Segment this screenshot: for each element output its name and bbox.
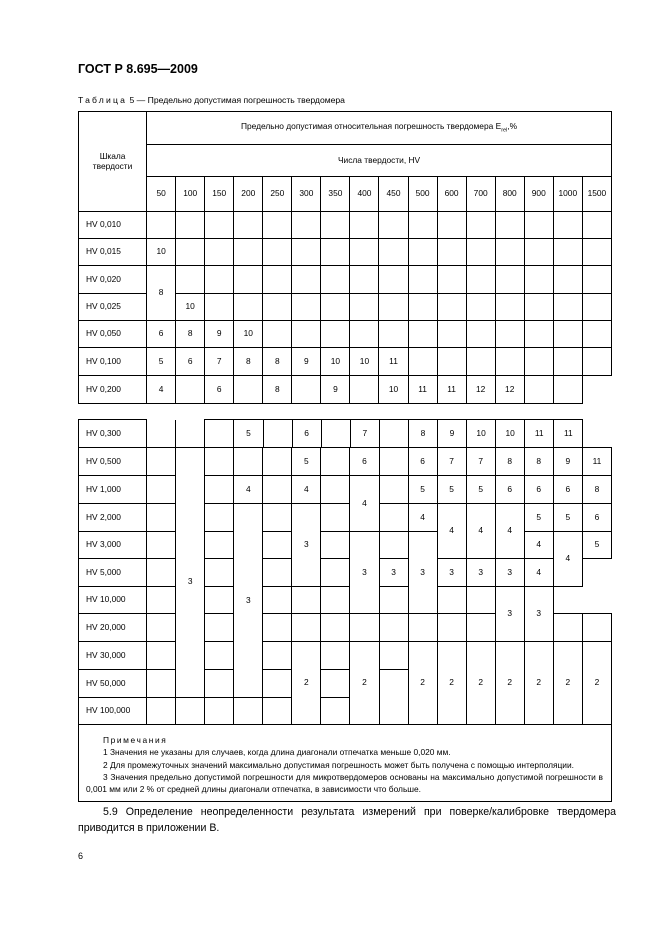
page-number: 6 bbox=[78, 851, 84, 861]
hardness-number: 400 bbox=[350, 177, 379, 212]
table-cell: 3 bbox=[408, 532, 437, 614]
table-cell: 5 bbox=[466, 476, 495, 504]
table-cell: 10 bbox=[350, 348, 379, 376]
table-cell: 5 bbox=[234, 420, 263, 448]
table-cell: 8 bbox=[582, 476, 611, 504]
table-cell: 2 bbox=[466, 642, 495, 725]
table-cell: 3 bbox=[350, 532, 379, 614]
table-cell: 5 bbox=[524, 504, 553, 532]
table-cell: 3 bbox=[234, 504, 263, 698]
table-cell: 4 bbox=[350, 476, 379, 532]
scale-label: HV 0,100 bbox=[79, 348, 147, 376]
table-cell: 9 bbox=[205, 321, 234, 348]
table-cell: 9 bbox=[437, 420, 466, 448]
table-cell: 10 bbox=[467, 420, 496, 448]
table-cell: 8 bbox=[495, 448, 524, 476]
table-cell: 5 bbox=[292, 448, 321, 476]
table-cell: 2 bbox=[582, 642, 611, 725]
table-cell: 5 bbox=[408, 476, 437, 504]
table-cell: 4 bbox=[292, 476, 321, 504]
table-cell: 4 bbox=[408, 504, 437, 532]
hardness-number: 1000 bbox=[553, 177, 582, 212]
hardness-number: 900 bbox=[524, 177, 553, 212]
table-cell: 12 bbox=[466, 376, 495, 404]
table-cell: 4 bbox=[466, 504, 495, 559]
table-cell: 10 bbox=[496, 420, 525, 448]
scale-label: HV 0,300 bbox=[79, 420, 147, 448]
scale-label: HV 3,000 bbox=[79, 532, 147, 559]
hardness-number: 50 bbox=[147, 177, 176, 212]
table-cell: 4 bbox=[234, 476, 263, 504]
table-cell: 7 bbox=[437, 448, 466, 476]
table-cell: 6 bbox=[524, 476, 553, 504]
scale-label: HV 10,000 bbox=[79, 587, 147, 614]
table-cell: 3 bbox=[176, 448, 205, 698]
hardness-number: 200 bbox=[234, 177, 263, 212]
table-cell: 8 bbox=[408, 420, 437, 448]
table-caption-prefix: Таблица bbox=[78, 95, 128, 105]
document-title: ГОСТ Р 8.695—2009 bbox=[78, 62, 198, 76]
table-cell: 4 bbox=[495, 504, 524, 559]
scale-label: HV 30,000 bbox=[79, 642, 147, 670]
table-cell: 11 bbox=[379, 348, 408, 376]
table-cell: 10 bbox=[321, 348, 350, 376]
note-1: 1 Значения не указаны для случаев, когда длина диагонали отпечатка меньше 0,020 мм. bbox=[103, 747, 451, 758]
error-table-lower bbox=[78, 419, 612, 448]
table-cell: 3 bbox=[379, 559, 408, 587]
scale-label: HV 0,500 bbox=[79, 448, 147, 476]
table-cell: 11 bbox=[525, 420, 554, 448]
hardness-number: 600 bbox=[437, 177, 466, 212]
table-cell: 3 bbox=[292, 504, 321, 587]
table-cell: 6 bbox=[408, 448, 437, 476]
hardness-number: 250 bbox=[263, 177, 292, 212]
scale-label: HV 0,200 bbox=[79, 376, 147, 404]
table-cell: 8 bbox=[176, 321, 205, 348]
scale-label: HV 0,025 bbox=[79, 294, 147, 321]
scale-label: HV 2,000 bbox=[79, 504, 147, 532]
table-cell: 11 bbox=[582, 448, 611, 476]
table-cell bbox=[205, 420, 234, 448]
scale-label: HV 1,000 bbox=[79, 476, 147, 504]
table-caption bbox=[78, 95, 345, 105]
hardness-number: 700 bbox=[466, 177, 495, 212]
scale-header: Шкала твердости bbox=[79, 112, 147, 212]
table-caption-text: 5 — Предельно допустимая погрешность твердомера bbox=[127, 95, 345, 105]
table-cell: 7 bbox=[466, 448, 495, 476]
table-cell: 6 bbox=[582, 504, 611, 532]
table-cell: 7 bbox=[350, 420, 379, 448]
table-cell: 6 bbox=[350, 448, 379, 476]
note-3: 3 Значения предельно допустимой погрешности для микротвердомеров основаны на максимально допустимой погрешности в 0,001 мм или 2 % от средней длины диагонали отпечатка, в зависимости что больше. bbox=[86, 771, 603, 795]
hardness-number: 150 bbox=[205, 177, 234, 212]
table-cell: 2 bbox=[408, 642, 437, 725]
table-cell: 3 bbox=[495, 587, 524, 642]
table-cell: 8 bbox=[147, 266, 176, 321]
table-cell: 6 bbox=[147, 321, 176, 348]
relative-error-header: Предельно допустимая относительная погрешность твердомера $E_{rel},\%$ bbox=[147, 112, 612, 145]
table-cell: 2 bbox=[495, 642, 524, 725]
table-cell: 2 bbox=[553, 642, 582, 725]
table-cell bbox=[176, 376, 205, 404]
table-notes bbox=[79, 725, 612, 802]
scale-label: HV 100,000 bbox=[79, 698, 147, 725]
table-cell: 11 bbox=[554, 420, 583, 448]
table-cell: 4 bbox=[147, 376, 176, 404]
hardness-number: 500 bbox=[408, 177, 437, 212]
table-cell: 7 bbox=[205, 348, 234, 376]
table-cell: 3 bbox=[524, 587, 553, 642]
table-cell: 6 bbox=[495, 476, 524, 504]
table-cell: 9 bbox=[292, 348, 321, 376]
table-cell: 6 bbox=[176, 348, 205, 376]
table-cell: 12 bbox=[495, 376, 524, 404]
table-cell: 9 bbox=[553, 448, 582, 476]
table-cell: 5 bbox=[553, 504, 582, 532]
section-5-9-text: 5.9 Определение неопределенности результата измерений при поверке/калибровке твердомера приводится в приложении В. bbox=[78, 806, 616, 834]
table-cell: 4 bbox=[553, 532, 582, 587]
table-cell: 9 bbox=[321, 376, 350, 404]
table-cell: 8 bbox=[234, 348, 263, 376]
table-cell: 10 bbox=[176, 294, 205, 321]
table-cell: 2 bbox=[524, 642, 553, 725]
scale-label: HV 50,000 bbox=[79, 670, 147, 698]
table-cell: 4 bbox=[524, 532, 553, 559]
hardness-number: 450 bbox=[379, 177, 408, 212]
hardness-number: 1500 bbox=[582, 177, 611, 212]
table-cell: 6 bbox=[553, 476, 582, 504]
hardness-number: 300 bbox=[292, 177, 321, 212]
error-table-body bbox=[78, 447, 612, 802]
table-cell: 8 bbox=[263, 376, 292, 404]
table-cell: 5 bbox=[147, 348, 176, 376]
table-cell: 5 bbox=[582, 532, 611, 559]
scale-label: HV 0,015 bbox=[79, 239, 147, 266]
table-cell: 8 bbox=[524, 448, 553, 476]
notes-heading: Примечания bbox=[103, 735, 168, 745]
scale-label: HV 0,010 bbox=[79, 212, 147, 239]
table-cell: 6 bbox=[292, 420, 321, 448]
hardness-number: 800 bbox=[495, 177, 524, 212]
note-2: 2 Для промежуточных значений максимально допустимая погрешность может быть получена с помощью интерполяции. bbox=[103, 759, 574, 770]
hardness-number: 100 bbox=[176, 177, 205, 212]
table-cell: 5 bbox=[437, 476, 466, 504]
table-lower-body bbox=[78, 447, 612, 802]
table-cell: 2 bbox=[292, 642, 321, 725]
scale-label: HV 0,050 bbox=[79, 321, 147, 348]
error-table bbox=[78, 111, 612, 404]
table-cell: 3 bbox=[495, 559, 524, 587]
table-cell: 11 bbox=[437, 376, 466, 404]
table-cell: 11 bbox=[408, 376, 437, 404]
table-cell: 4 bbox=[524, 559, 553, 587]
table-cell: 8 bbox=[263, 348, 292, 376]
hardness-number: 350 bbox=[321, 177, 350, 212]
table-cell: 4 bbox=[437, 504, 466, 559]
scale-label: HV 5,000 bbox=[79, 559, 147, 587]
table-cell: 2 bbox=[437, 642, 466, 725]
table-cell: 10 bbox=[234, 321, 263, 348]
table-cell: 6 bbox=[205, 376, 234, 404]
table-cell: 2 bbox=[350, 642, 379, 725]
table-cell: 10 bbox=[147, 239, 176, 266]
table-cell: 3 bbox=[466, 559, 495, 587]
scale-label: HV 0,020 bbox=[79, 266, 147, 294]
scale-label: HV 20,000 bbox=[79, 614, 147, 642]
table-cell: 3 bbox=[437, 559, 466, 587]
table-cell: 10 bbox=[379, 376, 408, 404]
hardness-header: Числа твердости, HV bbox=[147, 145, 612, 177]
